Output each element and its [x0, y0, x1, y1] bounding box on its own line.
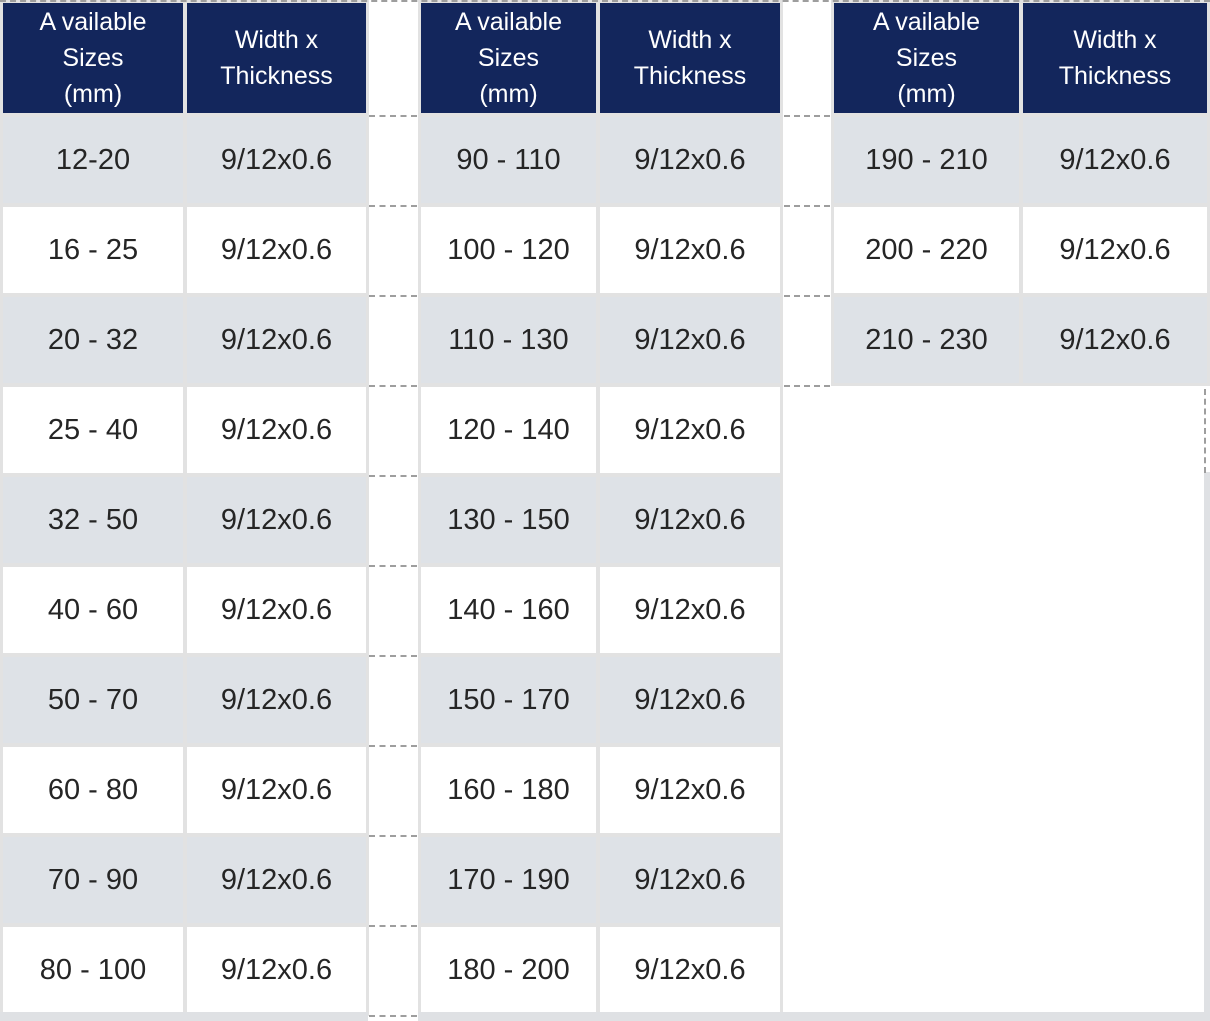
size-value: 160 - 180: [447, 774, 570, 806]
size-value: 16 - 25: [47, 234, 139, 266]
wt-cell: [600, 387, 780, 473]
wt-cell: [600, 477, 780, 563]
header-line: Width x: [1073, 26, 1157, 54]
page-break-dash: [784, 205, 830, 207]
wt-cell: [187, 927, 366, 1013]
wt-cell: [187, 747, 366, 833]
header-line: A vailable: [872, 8, 981, 36]
bottom-edge-strip: [418, 1012, 1210, 1021]
header-line: Width x: [648, 26, 732, 54]
wt-value: 9/12x0.6: [220, 144, 333, 176]
size-value: 150 - 170: [447, 684, 570, 716]
sizes-table-1: [0, 0, 369, 1016]
size-value: 12-20: [55, 144, 131, 176]
size-value: 20 - 32: [47, 324, 139, 356]
size-value: 100 - 120: [447, 234, 570, 266]
wt-value: 9/12x0.6: [1059, 234, 1171, 266]
wt-value: 9/12x0.6: [634, 324, 746, 356]
size-value: 190 - 210: [865, 144, 988, 176]
page-break-dash: [369, 295, 417, 297]
header-line: Sizes: [895, 44, 958, 72]
size-cell: [834, 297, 1019, 383]
wt-cell: [600, 927, 780, 1013]
size-cell: [3, 837, 183, 923]
wt-cell: [1023, 297, 1207, 383]
size-cell: [421, 567, 596, 653]
size-cell: [3, 657, 183, 743]
header-line: Width x: [234, 26, 319, 54]
size-cell: [421, 477, 596, 563]
wt-value: 9/12x0.6: [220, 954, 333, 986]
size-cell: [3, 747, 183, 833]
wt-cell: [600, 837, 780, 923]
size-value: 120 - 140: [447, 414, 570, 446]
size-cell: [3, 297, 183, 383]
wt-cell: [600, 567, 780, 653]
wt-cell: [187, 117, 366, 203]
wt-value: 9/12x0.6: [634, 594, 746, 626]
size-value: 25 - 40: [47, 414, 139, 446]
wt-value: 9/12x0.6: [1059, 144, 1171, 176]
wt-value: 9/12x0.6: [634, 864, 746, 896]
size-cell: [3, 567, 183, 653]
size-cell: [421, 207, 596, 293]
size-value: 40 - 60: [47, 594, 139, 626]
wt-value: 9/12x0.6: [220, 504, 333, 536]
wt-value: 9/12x0.6: [1059, 324, 1171, 356]
header-line: Sizes: [477, 44, 540, 72]
page-break-dash: [784, 115, 830, 117]
page-break-dash-vertical: [1204, 389, 1206, 473]
page-break-dash: [369, 205, 417, 207]
wt-value: 9/12x0.6: [220, 324, 333, 356]
size-value: 60 - 80: [47, 774, 139, 806]
size-cell: [3, 207, 183, 293]
wt-value: 9/12x0.6: [220, 684, 333, 716]
size-value: 110 - 130: [448, 324, 569, 356]
page-break-dash: [369, 115, 417, 117]
header-line: Thickness: [220, 62, 333, 90]
wt-cell: [187, 567, 366, 653]
size-cell: [421, 657, 596, 743]
available-sizes-header-cell: [421, 3, 596, 113]
size-cell: [834, 117, 1019, 203]
page-break-dash: [369, 925, 417, 927]
size-value: 90 - 110: [456, 144, 561, 176]
wt-cell: [600, 207, 780, 293]
available-sizes-header-cell: [3, 3, 183, 113]
size-cell: [421, 747, 596, 833]
bottom-edge-strip: [0, 1012, 368, 1021]
wt-cell: [187, 207, 366, 293]
wt-value: 9/12x0.6: [220, 414, 333, 446]
page-break-dash: [0, 0, 1210, 2]
width-thickness-header-cell: [187, 3, 366, 113]
page-break-dash: [369, 385, 417, 387]
wt-cell: [600, 117, 780, 203]
wt-cell: [600, 747, 780, 833]
size-cell: [421, 387, 596, 473]
page-break-dash: [784, 295, 830, 297]
size-value: 70 - 90: [47, 864, 139, 896]
width-thickness-header-cell: [600, 3, 780, 113]
header-line: Thickness: [633, 62, 747, 90]
wt-value: 9/12x0.6: [634, 954, 746, 986]
page-break-dash: [369, 835, 417, 837]
size-cell: [421, 297, 596, 383]
wt-cell: [187, 477, 366, 563]
page-break-dash: [369, 655, 417, 657]
right-edge-strip: [1204, 472, 1210, 1021]
wt-value: 9/12x0.6: [634, 234, 746, 266]
size-value: 140 - 160: [447, 594, 570, 626]
page-break-dash: [369, 1015, 417, 1017]
page-break-dash: [369, 475, 417, 477]
size-value: 130 - 150: [447, 504, 570, 536]
wt-cell: [1023, 117, 1207, 203]
available-sizes-header-cell: [834, 3, 1019, 113]
sizes-table-3: [831, 0, 1210, 386]
size-value: 210 - 230: [865, 324, 988, 356]
header-line: (mm): [63, 80, 123, 108]
page-break-dash: [369, 565, 417, 567]
page-break-dash: [369, 745, 417, 747]
sizes-table-2: [418, 0, 783, 1016]
header-line: Thickness: [1058, 62, 1172, 90]
size-cell: [834, 207, 1019, 293]
wt-cell: [187, 387, 366, 473]
header-line: A vailable: [454, 8, 563, 36]
size-cell: [421, 927, 596, 1013]
size-value: 50 - 70: [47, 684, 139, 716]
wt-value: 9/12x0.6: [220, 774, 333, 806]
wt-value: 9/12x0.6: [220, 234, 333, 266]
size-value: 170 - 190: [447, 864, 570, 896]
header-line: Sizes: [62, 44, 124, 72]
wt-value: 9/12x0.6: [634, 504, 746, 536]
size-cell: [3, 387, 183, 473]
wt-value: 9/12x0.6: [634, 414, 746, 446]
wt-cell: [600, 297, 780, 383]
wt-value: 9/12x0.6: [634, 684, 746, 716]
wt-value: 9/12x0.6: [220, 864, 333, 896]
size-value: 180 - 200: [447, 954, 570, 986]
wt-cell: [1023, 207, 1207, 293]
header-line: (mm): [479, 80, 538, 108]
size-cell: [3, 927, 183, 1013]
size-cell: [421, 117, 596, 203]
wt-cell: [187, 837, 366, 923]
size-value: 200 - 220: [865, 234, 988, 266]
wt-cell: [187, 297, 366, 383]
page-break-dash: [784, 385, 830, 387]
wt-value: 9/12x0.6: [634, 144, 746, 176]
size-value: 80 - 100: [39, 954, 147, 986]
wt-value: 9/12x0.6: [220, 594, 333, 626]
header-line: A vailable: [39, 8, 147, 36]
size-value: 32 - 50: [47, 504, 139, 536]
wt-cell: [600, 657, 780, 743]
size-cell: [3, 477, 183, 563]
size-cell: [421, 837, 596, 923]
header-line: (mm): [897, 80, 956, 108]
wt-value: 9/12x0.6: [634, 774, 746, 806]
wt-cell: [187, 657, 366, 743]
size-cell: [3, 117, 183, 203]
width-thickness-header-cell: [1023, 3, 1207, 113]
